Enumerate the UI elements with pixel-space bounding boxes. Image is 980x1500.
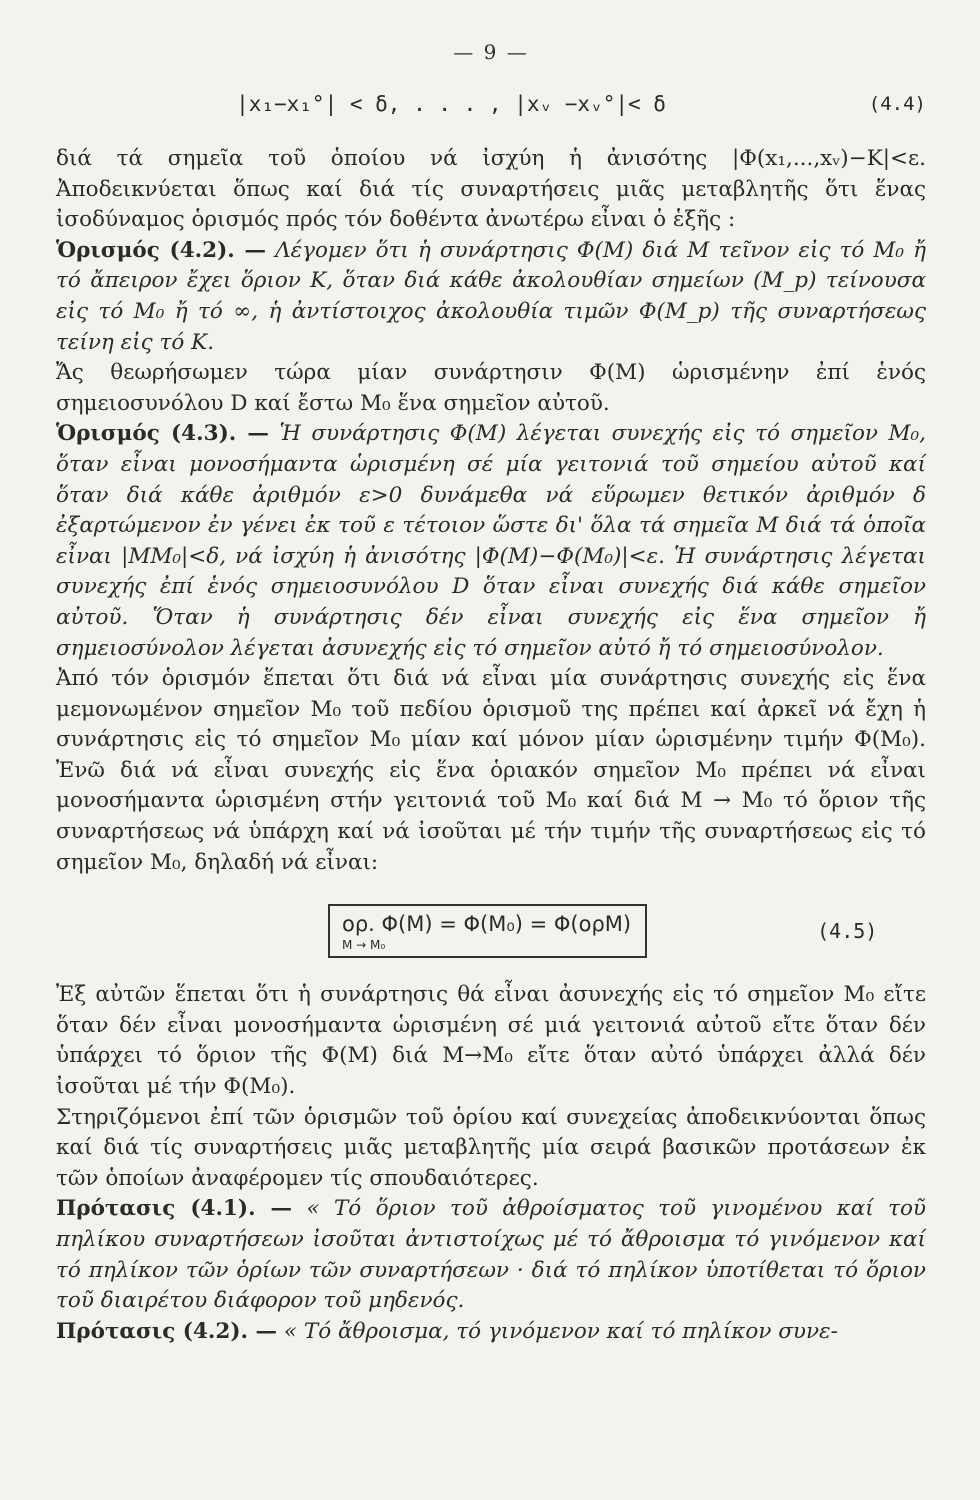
equation-4-5-subscript: M → M₀ <box>342 938 386 953</box>
definition-4-2 <box>56 236 926 358</box>
equation-4-4 <box>56 92 926 116</box>
proposition-4-2-heading: Πρότασις (4.2). — <box>56 1318 278 1344</box>
paragraph-function-on-set: Ἄς θεωρήσωμεν τώρα μίαν συνάρτησιν Φ(M) ὡρισμένην ἐπί ἑνός σημειοσυνόλου D καί ἔστω M₀ ἕνα σημεῖον αὐτοῦ. <box>56 360 926 416</box>
paragraph-basic-propositions: Στηριζόμενοι ἐπί τῶν ὁρισμῶν τοῦ ὁρίου καί συνεχείας ἀποδεικνύονται ὅπως καί διά τίς συναρτήσεις μιᾶς μεταβλητῆς μία σειρά βασικῶν προτάσεων ἐκ τῶν ὁποίων ἀναφέρομεν τίς σπουδαιότερες. <box>56 1104 926 1191</box>
equation-4-4-expression: |x₁−x₁°| < δ, . . . , |xᵥ −xᵥ°|< δ <box>236 92 666 116</box>
equation-4-5-box <box>328 904 647 958</box>
definition-4-3 <box>56 419 926 664</box>
equation-4-4-number: (4.4) <box>868 93 926 115</box>
proposition-4-1-text: « Τό ὅριον τοῦ ἀθροίσματος τοῦ γινομένου καί τοῦ πηλίκου συναρτήσεων ἰσοῦται ἀντιστοίχως μέ τό ἄθροισμα τό γινόμενον καί τό πηλίκον τῶν ὁρίων τῶν συναρτήσεων · διά τό πηλίκον ὑποτίθεται τό ὅριον τοῦ διαιρέτου διάφορον τοῦ μηδενός. <box>56 1196 926 1314</box>
proposition-4-2-text: « Τό ἄθροισμα, τό γινόμενον καί τό πηλίκον συνε- <box>283 1318 838 1344</box>
paragraph-limit-inequality: διά τά σημεῖα τοῦ ὁποίου νά ἰσχύη ἡ ἀνισότης |Φ(x₁,...,xᵥ)−K|<ε. Ἀποδεικνύεται ὅπως καί διά τίς συναρτήσεις μιᾶς μεταβλητῆς ὅτι ἕνας ἰσοδύναμος ὁρισμός πρός τόν δοθέντα ἀνωτέρω εἶναι ὁ ἑξῆς : <box>56 146 926 233</box>
page-number: — 9 — <box>453 40 529 64</box>
definition-4-3-text: Ἡ συνάρτησις Φ(M) λέγεται συνεχής εἰς τό σημεῖον M₀, ὅταν εἶναι μονοσήμαντα ὡρισμένη σέ μία γειτονιά τοῦ σημείου αὐτοῦ καί ὅταν διά κάθε ἀριθμόν ε>0 δυνάμεθα νά εὕρωμεν θετικόν ἀριθμόν δ ἐξαρτώμενον ἐν γένει ἐκ τοῦ ε τέτοιον ὥστε δι' ὅλα τά σημεῖα M διά τά ὁποῖα εἶναι |MM₀|<δ, νά ἰσχύη ἡ ἀνισότης |Φ(M)−Φ(M₀)|<ε. Ἡ συνάρτησις λέγεται συνεχής ἐπί ἑνός σημειοσυνόλου D ὅταν εἶναι συνεχής διά κάθε σημεῖον αὐτοῦ. Ὅταν ἡ συνάρτησις δέν εἶναι συνεχής εἰς ἕνα σημεῖον ἤ σημειοσύνολον λέγεται ἀσυνεχής εἰς τό σημεῖον αὐτό ἤ τό σημειοσύνολον. <box>56 421 926 661</box>
paragraph-continuity-consequence: Ἀπό τόν ὁρισμόν ἕπεται ὅτι διά νά εἶναι μία συνάρτησις συνεχής εἰς ἕνα μεμονωμένον σημεῖον M₀ τοῦ πεδίου ὁρισμοῦ της πρέπει καί ἀρκεῖ νά ἔχη ἡ συνάρτησις εἰς τό σημεῖον M₀ μίαν καί μόνον μίαν ὡρισμένην τιμήν Φ(M₀). Ἐνῶ διά νά εἶναι συνεχής εἰς ἕνα ὁριακόν σημεῖον M₀ πρέπει νά εἶναι μονοσήμαντα ὡρισμένη στήν γειτονιά τοῦ M₀ καί διά M → M₀ τό ὅριον τῆς συναρτήσεως νά ὑπάρχη καί νά ἰσοῦται μέ τήν τιμήν τῆς συναρτήσεως εἰς τό σημεῖον M₀, δηλαδή νά εἶναι: <box>56 666 926 875</box>
definition-4-3-heading: Ὁρισμός (4.3). — <box>56 421 269 447</box>
definition-4-2-heading: Ὁρισμός (4.2). — <box>56 237 266 263</box>
definition-4-2-text: Λέγομεν ὅτι ἡ συνάρτησις Φ(M) διά M τεῖνον εἰς τό M₀ ἤ τό ἄπειρον ἔχει ὅριον K, ὅταν διά κάθε ἀκολουθίαν σημείων (M_p) τείνουσα εἰς τό M₀ ἤ τό ∞, ἡ ἀντίστοιχος ἀκολουθία τιμῶν Φ(M_p) τῆς συναρτήσεως τείνη εἰς τό K. <box>56 237 926 355</box>
equation-4-5-expression: ορ. Φ(M) = Φ(M₀) = Φ(ορM) <box>342 912 632 937</box>
proposition-4-1-heading: Πρότασις (4.1). — <box>56 1196 293 1222</box>
paragraph-discontinuity: Ἐξ αὐτῶν ἕπεται ὅτι ἡ συνάρτησις θά εἶναι ἀσυνεχής εἰς τό σημεῖον M₀ εἴτε ὅταν δέν εἶναι μονοσήμαντα ὡρισμένη σέ μιά γειτονιά αὐτοῦ εἴτε ὅταν δέν ὑπάρχει τό ὅριον τῆς Φ(M) διά M→M₀ εἴτε ὅταν αὐτό ὑπάρχει ἀλλά δέν ἰσοῦται μέ τήν Φ(M₀). <box>56 982 926 1100</box>
proposition-4-2 <box>56 1317 926 1348</box>
equation-4-5-row <box>56 904 926 958</box>
proposition-4-1 <box>56 1194 926 1316</box>
equation-4-5-number: (4.5) <box>817 919 878 944</box>
